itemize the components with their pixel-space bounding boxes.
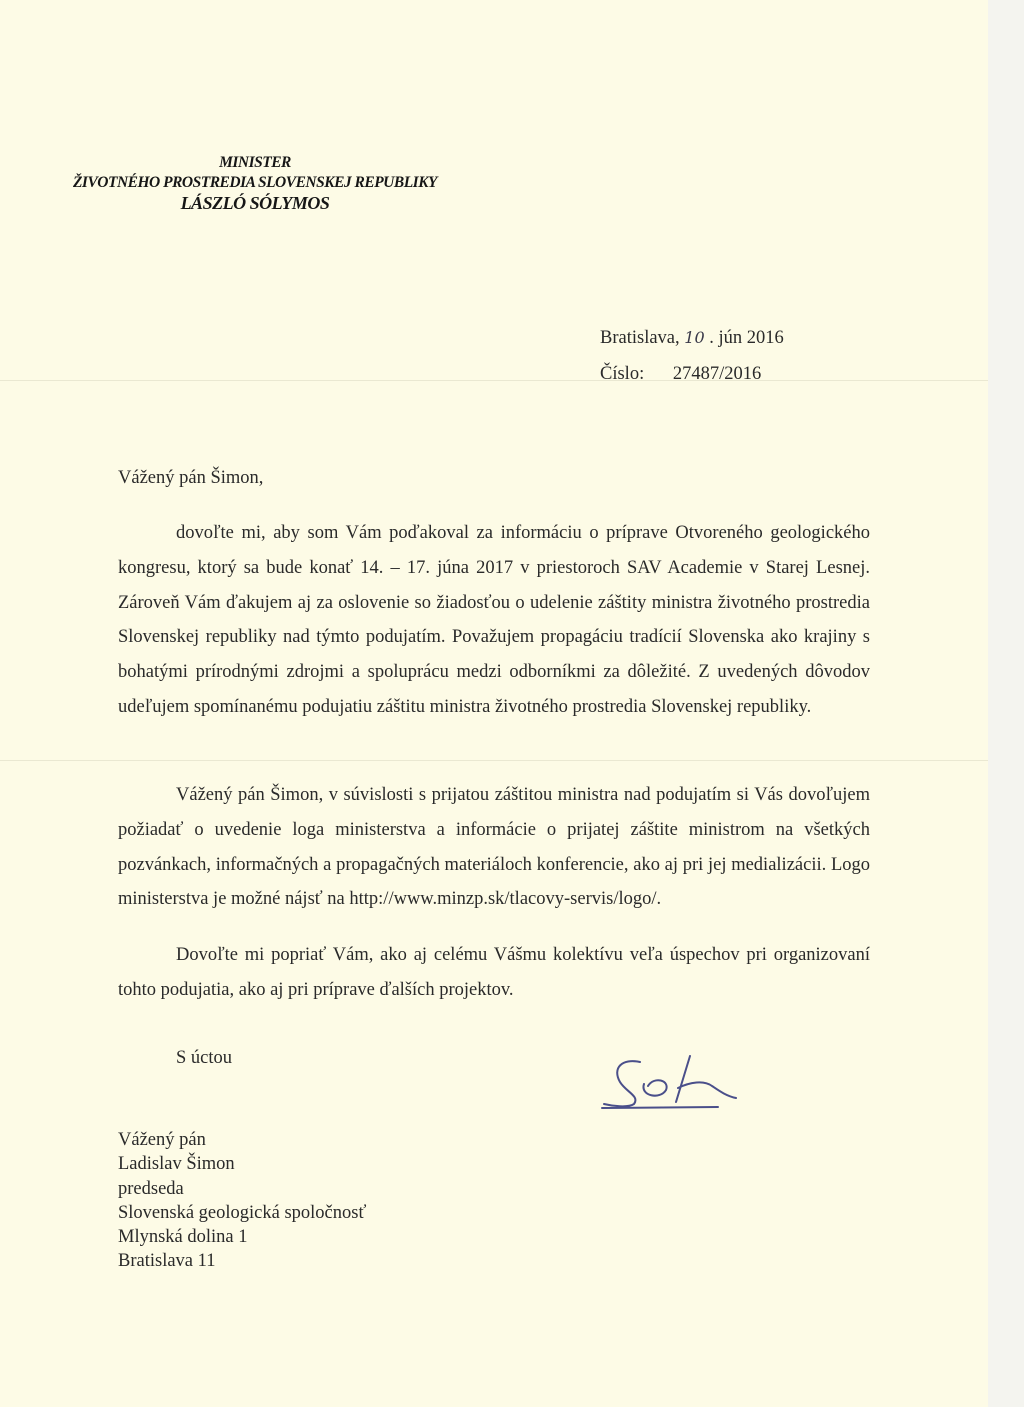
recipient-line: Bratislava 11 (118, 1251, 216, 1272)
salutation: Vážený pán Šimon, (118, 468, 264, 488)
recipient-line: Ladislav Šimon (118, 1154, 235, 1175)
recipient-line: Vážený pán (118, 1130, 206, 1150)
reference-number (600, 364, 761, 385)
recipient-address (118, 1128, 366, 1274)
dateline-place: Bratislava, (600, 328, 680, 348)
fold-line (0, 760, 988, 761)
closing: S úctou (176, 1048, 233, 1068)
fold-line (0, 380, 988, 381)
signature (600, 1052, 745, 1114)
letterhead (60, 153, 450, 213)
body-paragraph: dovoľte mi, aby som Vám poďakoval za informáciu o príprave Otvoreného geologického kongresu, ktorý sa bude konať 14. – 17. júna 2017 v priestoroch SAV Academie v Starej Lesnej. Zároveň Vám ďakujem aj za oslovenie so žiadosťou o udelenie záštity ministra životného prostredia Slovenskej republiky nad týmto podujatím. Považujem propagáciu tradícií Slovenska ako krajiny s bohatými prírodnými zdrojmi a spoluprácu medzi odborníkmi za dôležité. Z uvedených dôvodov udeľujem spomínanému podujatiu záštitu ministra životného prostredia Slovenskej republiky. (118, 523, 870, 717)
dateline-month-year: . jún 2016 (709, 328, 784, 348)
recipient-line: Mlynská dolina 1 (118, 1227, 248, 1248)
dateline (600, 328, 784, 349)
dateline-day-handwritten: 10 (684, 328, 705, 347)
body-paragraph: Dovoľte mi popriať Vám, ako aj celému Vášmu kolektívu veľa úspechov pri organizovaní tohto podujatia, ako aj pri príprave ďalších projektov. (118, 945, 870, 1000)
page-edge (988, 0, 1024, 1407)
letterhead-title: MINISTER (219, 154, 291, 171)
body-paragraph: Vážený pán Šimon, v súvislosti s prijatou záštitou ministra nad podujatím si Vás dovoľujem požiadať o uvedenie loga ministerstva a informácie o prijatej záštite ministrom na všetkých pozvánkach, informačných a propagačných materiáloch konferencie, ako aj pri jej medializácii. Logo ministerstva je možné nájsť na http://www.minzp.sk/tlacovy-servis/logo/. (118, 785, 870, 910)
recipient-line: Slovenská geologická spoločnosť (118, 1202, 367, 1223)
letterhead-minister-name: LÁSZLÓ SÓLYMOS (180, 193, 330, 213)
letterhead-ministry: ŽIVOTNÉHO PROSTREDIA SLOVENSKEJ REPUBLIKY (72, 174, 438, 191)
reference-value: 27487/2016 (672, 364, 762, 384)
recipient-line: predseda (118, 1178, 184, 1199)
reference-label: Číslo: (600, 364, 645, 384)
